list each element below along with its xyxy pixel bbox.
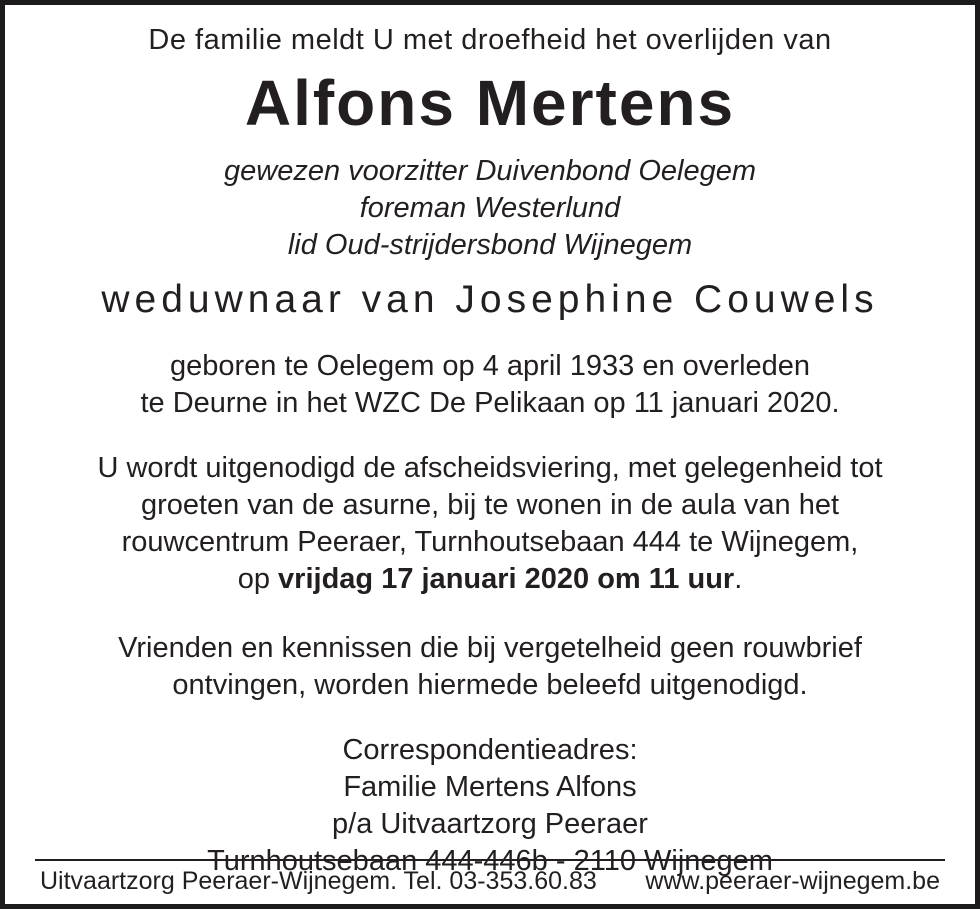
correspondence-line: Turnhoutsebaan 444-446b - 2110 Wijnegem (207, 845, 773, 877)
role-line: gewezen voorzitter Duivenbond Oelegem (224, 155, 756, 187)
life-dates-block (5, 348, 975, 422)
invitation-date-prefix: op (237, 563, 279, 595)
invitation-date-suffix: . (734, 563, 743, 595)
invitation-line: rouwcentrum Peeraer, Turnhoutsebaan 444 te Wijnegem, (121, 526, 859, 558)
invitation-line: groeten van de asurne, bij te wonen in de aula van het (140, 489, 840, 521)
condolence-block (5, 630, 975, 704)
intro-line: De familie meldt U met droefheid het overlijden van (148, 24, 832, 56)
widower-line: weduwnaar van Josephine Couwels (101, 278, 879, 321)
correspondence-line: p/a Uitvaartzorg Peeraer (332, 808, 648, 840)
invitation-block (5, 450, 975, 598)
footer (35, 859, 945, 898)
condolence-line: Vrienden en kennissen die bij vergetelheid geen rouwbrief (118, 632, 862, 664)
invitation-date-line (5, 561, 975, 598)
correspondence-label: Correspondentieadres: (342, 734, 638, 766)
deceased-name: Alfons Mertens (244, 67, 736, 139)
life-dates-line: geboren te Oelegem op 4 april 1933 en overleden (169, 350, 811, 382)
footer-website: www.peeraer-wijnegem.be (645, 867, 940, 895)
footer-funeral-home-contact: Uitvaartzorg Peeraer-Wijnegem. Tel. 03-353.60.83 (40, 867, 597, 895)
life-dates-line: te Deurne in het WZC De Pelikaan op 11 januari 2020. (140, 387, 840, 419)
roles-block (5, 153, 975, 264)
role-line: foreman Westerlund (359, 192, 621, 224)
condolence-line: ontvingen, worden hiermede beleefd uitgenodigd. (172, 669, 808, 701)
correspondence-line: Familie Mertens Alfons (343, 771, 637, 803)
role-line: lid Oud-strijdersbond Wijnegem (287, 229, 693, 261)
invitation-line: U wordt uitgenodigd de afscheidsviering, met gelegenheid tot (97, 452, 883, 484)
correspondence-block (5, 732, 975, 880)
invitation-date-bold: vrijdag 17 januari 2020 om 11 uur (278, 563, 735, 595)
